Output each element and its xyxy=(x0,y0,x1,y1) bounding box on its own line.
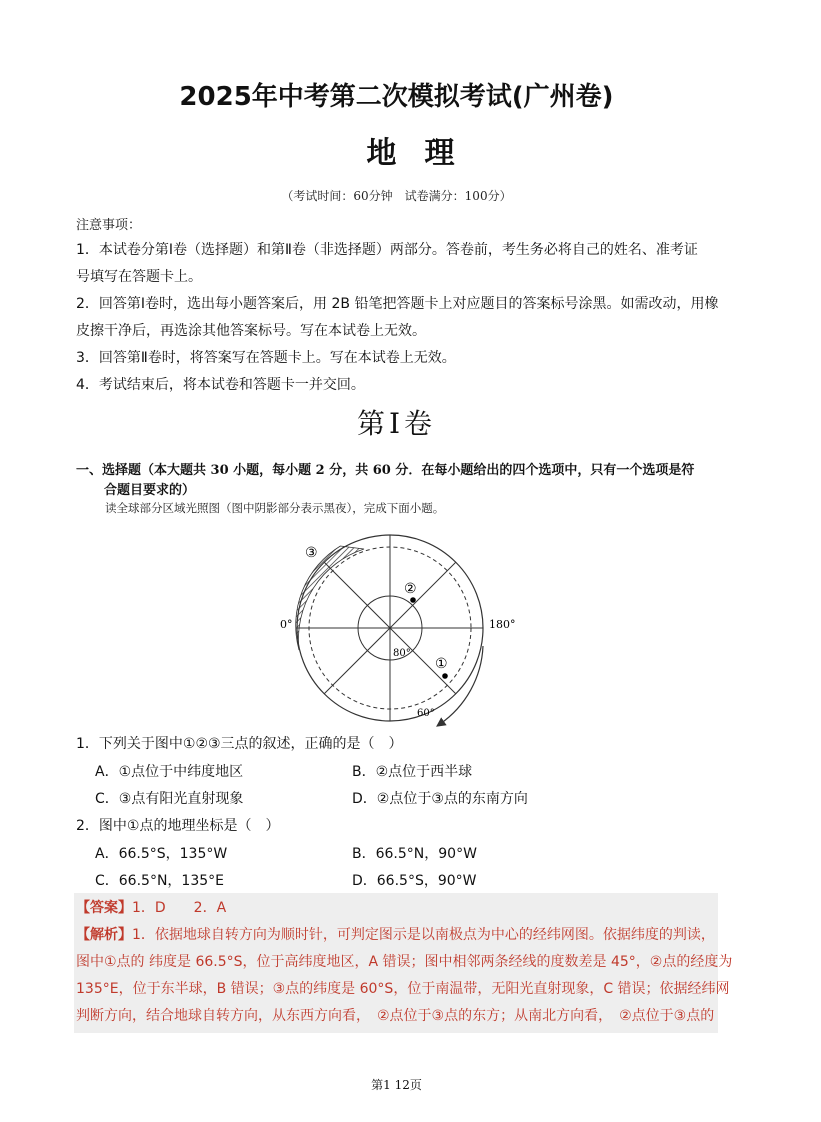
page-footer: 第1 12页 xyxy=(371,1078,422,1092)
question-1-stem: 1．下列关于图中①②③三点的叙述，正确的是（ ） xyxy=(76,736,403,752)
label-60: 60° xyxy=(417,708,435,719)
answer-tag: 【答案】 xyxy=(76,900,132,916)
point-2-dot xyxy=(410,597,416,603)
q2-option-b: B．66.5°N，90°W xyxy=(352,846,477,862)
exam-title: 2025年中考第二次模拟考试(广州卷) xyxy=(179,82,614,112)
q2-option-d: D．66.5°S，90°W xyxy=(352,873,477,889)
answer-line xyxy=(76,897,226,917)
q1-option-a: A．①点位于中纬度地区 xyxy=(95,764,244,780)
analysis-tag: 【解析】 xyxy=(76,927,132,943)
label-0: 0° xyxy=(280,618,293,631)
section-heading-cont: 合题目要求的） xyxy=(104,483,196,498)
q1-option-b: B．②点位于西半球 xyxy=(352,764,473,780)
notice-line: 2．回答第Ⅰ卷时，选出每小题答案后，用 2B 铅笔把答题卡上对应题目的答案标号涂黑。如需改动，用橡 xyxy=(76,296,719,312)
notice-line: 4．考试结束后，将本试卷和答题卡一并交回。 xyxy=(76,377,365,393)
analysis-text: 1．依据地球自转方向为顺时针，可判定图示是以南极点为中心的经纬网图。依据纬度的判读， xyxy=(132,927,715,943)
point-1-dot xyxy=(442,673,448,679)
analysis-line: 图中①点的 纬度是 66.5°S，位于高纬度地区，A 错误；图中相邻两条经线的度数差是 45°，②点的经度为 xyxy=(76,954,733,970)
q1-option-c: C．③点有阳光直射现象 xyxy=(95,791,244,807)
analysis-line: 135°E，位于东半球，B 错误；③点的纬度是 60°S，位于南温带，无阳光直射现象，C 错误；依据经纬网 xyxy=(76,981,730,997)
label-80: 80° xyxy=(393,648,411,659)
q2-option-c: C．66.5°N，135°E xyxy=(95,873,224,889)
night-area xyxy=(296,546,364,650)
analysis-line xyxy=(76,924,715,944)
notice-line: 1．本试卷分第Ⅰ卷（选择题）和第Ⅱ卷（非选择题）两部分。答卷前，考生务必将自己的姓名、准考证 xyxy=(76,242,698,258)
notice-line: 3．回答第Ⅱ卷时，将答案写在答题卡上。写在本试卷上无效。 xyxy=(76,350,456,366)
notice-line: 号填写在答题卡上。 xyxy=(76,269,202,285)
exam-info: （考试时间：60分钟 试卷满分：100分） xyxy=(281,189,512,203)
q1-option-d: D．②点位于③点的东南方向 xyxy=(352,791,528,807)
point-2-label: ② xyxy=(404,581,417,597)
notice-title: 注意事项： xyxy=(76,218,142,233)
volume-title: 第Ⅰ卷 xyxy=(356,407,437,440)
section-heading: 一、选择题（本大题共 30 小题，每小题 2 分，共 60 分．在每小题给出的四个选项中，只有一个选项是符 xyxy=(76,463,695,478)
reading-instruction: 读全球部分区域光照图（图中阴影部分表示黑夜），完成下面小题。 xyxy=(105,501,445,515)
label-180: 180° xyxy=(489,618,516,631)
q2-option-a: A．66.5°S，135°W xyxy=(95,846,228,862)
point-3-label: ③ xyxy=(305,545,318,561)
analysis-line: 判断方向，结合地球自转方向，从东西方向看， ②点位于③点的东方；从南北方向看， ②点位于③点的 xyxy=(76,1008,715,1024)
notice-line: 皮擦干净后，再选涂其他答案标号。写在本试卷上无效。 xyxy=(76,323,426,339)
polar-illumination-diagram xyxy=(270,535,516,725)
subject-title: 地理 xyxy=(366,136,483,171)
question-2-stem: 2．图中①点的地理坐标是（ ） xyxy=(76,818,280,834)
answer-text: 1．D 2．A xyxy=(132,900,227,916)
point-1-label: ① xyxy=(435,656,448,672)
